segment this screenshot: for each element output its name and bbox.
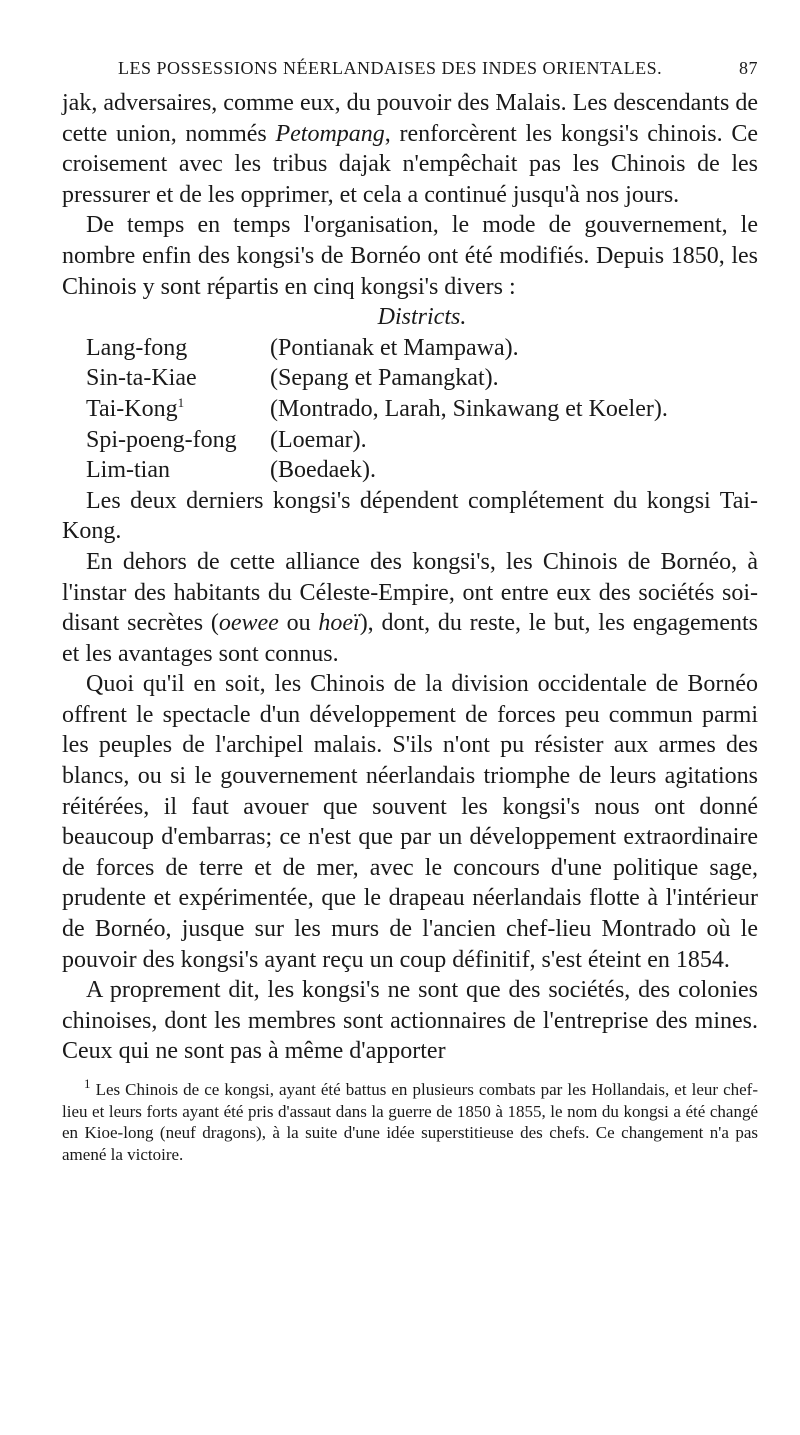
main-text xyxy=(62,88,758,1067)
paragraph-3: Les deux derniers kongsi's dépendent complétement du kongsi Tai-Kong. xyxy=(62,487,758,545)
footnote-mark: 1 xyxy=(84,1076,91,1092)
district-row xyxy=(62,425,758,456)
running-title: LES POSSESSIONS NÉERLANDAISES DES INDES ORIENTALES. xyxy=(118,58,663,78)
kongsi-name-text: Lang-fong xyxy=(86,334,188,361)
paragraph-4 xyxy=(62,547,758,669)
paragraph-1-text-b: , renforcèrent les kongsi's chinois. Ce croisement avec les tribus dajak n'empêchait pas les Chinois de les pressurer et de les opprimer, et cela a continué jusqu'à nos jours. xyxy=(62,120,758,208)
district-places: (Montrado, Larah, Sinkawang et Koeler). xyxy=(270,395,668,422)
district-row xyxy=(62,363,758,394)
district-row xyxy=(62,333,758,364)
district-places: (Sepang et Pamangkat). xyxy=(270,365,499,392)
district-row xyxy=(62,394,758,425)
kongsi-name xyxy=(62,333,270,364)
district-places: (Loemar). xyxy=(270,426,367,453)
paragraph-5: Quoi qu'il en soit, les Chinois de la division occidentale de Bornéo offrent le spectacle d'un développement de forces peu commun parmi les peuples de l'archipel malais. S'ils n'ont pu résister aux armes des blancs, ou si le gouvernement néerlandais triomphe de leurs agitations réitérées, il faut avouer que souvent les kongsi's nous ont donné beaucoup d'embarras; ce n'est que par un développement extraordinaire de forces de terre et de mer, avec le concours d'une politique sage, prudente et expérimentée, que le drapeau néerlandais flotte à l'intérieur de Bornéo, jusque sur les murs de l'ancien chef-lieu Montrado où le pouvoir des kongsi's ayant reçu un coup définitif, s'est éteint en 1854. xyxy=(62,671,758,973)
kongsi-name xyxy=(62,394,270,425)
kongsi-name-text: Spi-poeng-fong xyxy=(86,426,237,453)
paragraph-4-italic-1: oewee xyxy=(218,610,279,637)
page-number: 87 xyxy=(739,58,758,78)
district-places: (Pontianak et Mampawa). xyxy=(270,334,519,361)
footnote-text: Les Chinois de ce kongsi, ayant été battus en plusieurs combats par les Hollandais, et leur chef-lieu et leurs forts ayant été pris d'assaut dans la guerre de 1850 à 1855, le nom du kongsi a été changé en Kioe-long (neuf dragons), à la suite d'une idée superstitieuse des chefs. Ce changement n'a pas amené la victoire. xyxy=(62,1080,758,1164)
kongsi-name xyxy=(62,425,270,456)
paragraph-1-text-a: jak, adversaires, comme eux, du pouvoir des Malais. Les descendants de cette union, nommés xyxy=(62,90,758,147)
paragraph-4-text-b: ), dont, du reste, le but, les engagements et les avantages sont connus. xyxy=(62,610,759,667)
district-row xyxy=(62,455,758,486)
district-places: (Boedaek). xyxy=(270,457,376,484)
paragraph-6: A proprement dit, les kongsi's ne sont que des sociétés, des colonies chinoises, dont les membres sont actionnaires de l'entreprise des mines. Ceux qui ne sont pas à même d'apporter xyxy=(62,977,758,1065)
paragraph-2: De temps en temps l'organisation, le mode de gouvernement, le nombre enfin des kongsi's de Bornéo ont été modifiés. Depuis 1850, les Chinois y sont répartis en cinq kongsi's divers : xyxy=(62,212,758,300)
footnote xyxy=(62,1076,758,1165)
kongsi-name xyxy=(62,455,270,486)
districts-list xyxy=(62,333,758,486)
running-header xyxy=(62,58,758,88)
paragraph-4-text-mid: ou xyxy=(278,610,319,637)
kongsi-name-text: Tai-Kong xyxy=(86,395,178,422)
footnote-ref[interactable]: 1 xyxy=(177,394,185,410)
kongsi-name-text: Sin-ta-Kiae xyxy=(86,365,197,392)
paragraph-1-italic: Petompang xyxy=(275,120,385,147)
paragraph-1 xyxy=(62,88,758,210)
book-page xyxy=(62,58,758,1165)
paragraph-4-italic-2: hoeï xyxy=(318,610,360,637)
kongsi-name-text: Lim-tian xyxy=(86,457,170,484)
districts-heading: Districts. xyxy=(377,304,467,331)
paragraph-4-text-a: En dehors de cette alliance des kongsi's, les Chinois de Bornéo, à l'instar des habitants du Céleste-Empire, ont entre eux des sociétés soi-disant secrètes ( xyxy=(62,548,758,637)
kongsi-name xyxy=(62,363,270,394)
